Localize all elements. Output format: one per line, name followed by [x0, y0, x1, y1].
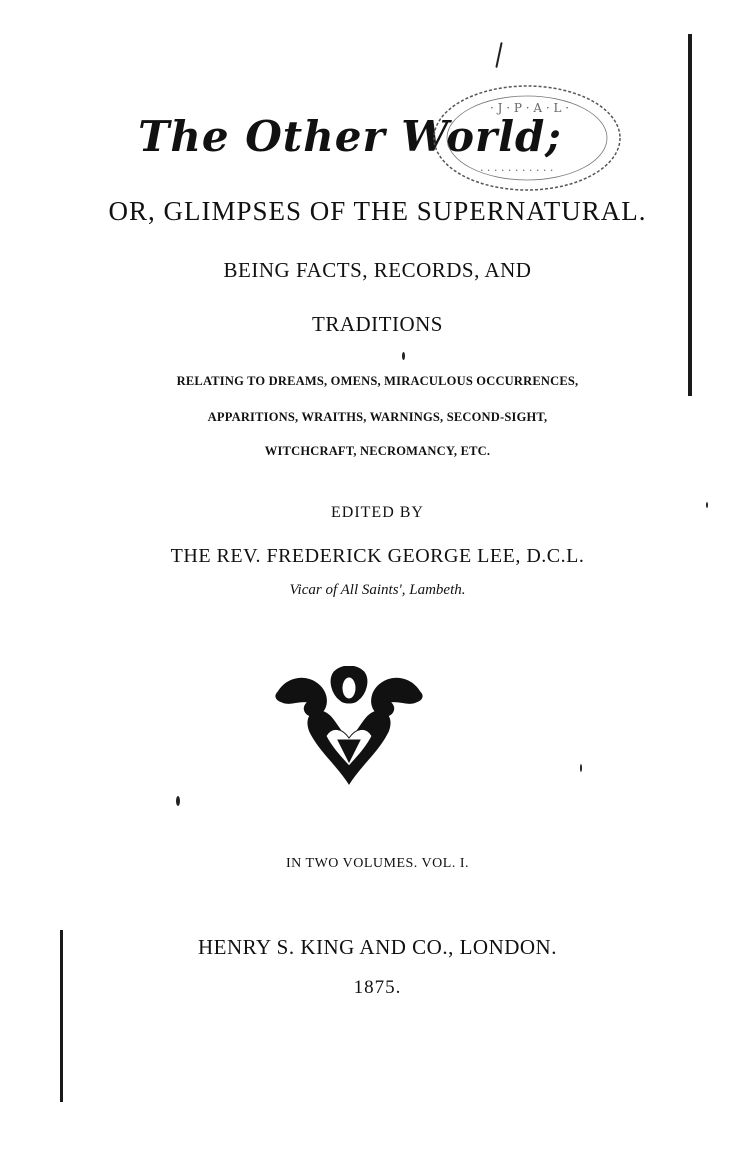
- description-line-1: BEING FACTS, RECORDS, AND: [223, 258, 532, 282]
- publication-year: 1875.: [353, 977, 402, 998]
- ink-speck: [402, 352, 405, 360]
- editor-title: Vicar of All Saints', Lambeth.: [289, 582, 466, 598]
- volume-info: IN TWO VOLUMES. VOL. I.: [286, 856, 469, 871]
- book-subtitle: OR, GLIMPSES OF THE SUPERNATURAL.: [108, 196, 647, 226]
- ink-mark: [495, 42, 502, 68]
- edited-by-label: EDITED BY: [331, 504, 424, 521]
- ink-speck: [580, 764, 582, 772]
- topics-line-3: WITCHCRAFT, NECROMANCY, ETC.: [264, 444, 491, 458]
- topics-line-1: RELATING TO DREAMS, OMENS, MIRACULOUS OCCURRENCES,: [176, 374, 579, 388]
- ink-speck: [706, 502, 708, 508]
- description-line-2: TRADITIONS: [312, 312, 443, 336]
- book-title: The Other World;: [138, 112, 562, 161]
- editor-name: THE REV. FREDERICK GEORGE LEE, D.C.L.: [170, 545, 585, 567]
- topics-line-2: APPARITIONS, WRAITHS, WARNINGS, SECOND-SIGHT,: [207, 410, 548, 424]
- ink-speck: [176, 796, 180, 806]
- svg-text:· J · P · A · L ·: · J · P · A · L ·: [490, 101, 570, 115]
- library-stamp-icon: [430, 82, 624, 194]
- floral-ornament-icon: [268, 666, 430, 786]
- svg-text:· · · · · · · · · · ·: · · · · · · · · · · ·: [480, 164, 554, 177]
- publisher: HENRY S. KING AND CO., LONDON.: [198, 935, 557, 959]
